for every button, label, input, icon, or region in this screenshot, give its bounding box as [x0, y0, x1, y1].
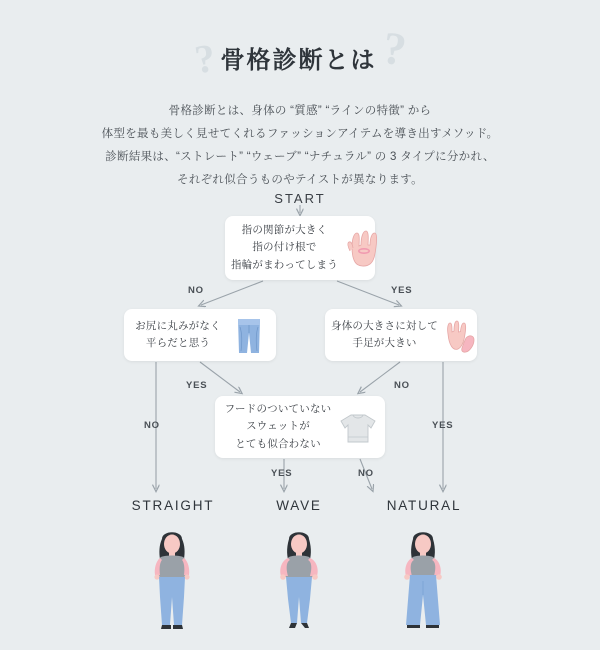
question-node-2-line-2: 平らだと思う	[145, 337, 211, 349]
edge-label-q1-yes: YES	[391, 285, 413, 296]
question-node-3-text	[325, 318, 438, 353]
edge-label-q1-no: NO	[188, 285, 204, 296]
hand-foot-icon	[438, 312, 484, 358]
edge-label-q3-yes: YES	[432, 420, 454, 431]
question-node-3-line-1: 身体の大きさに対して	[331, 319, 438, 332]
question-node-2-text	[124, 318, 226, 353]
question-node-4[interactable]	[215, 396, 385, 458]
question-mark-left-icon: ?	[191, 34, 218, 83]
figure-natural	[383, 525, 463, 635]
question-mark-right-icon: ?	[379, 21, 410, 76]
question-node-4-line-2: スウェットが	[246, 420, 310, 433]
question-node-1-text	[225, 222, 338, 274]
edge-label-q4-yes: YES	[271, 468, 293, 479]
figure-wave	[259, 525, 339, 635]
question-node-2[interactable]	[124, 309, 276, 361]
result-label-natural: NATURAL	[386, 498, 462, 513]
question-node-3-line-2: 手足が大きい	[352, 337, 417, 349]
question-node-1[interactable]	[225, 216, 375, 280]
result-label-wave: WAVE	[276, 498, 322, 513]
question-node-4-line-1: フードのついていない	[224, 403, 332, 416]
lead-line-4: それぞれ似合うものやテイストが異なります。	[177, 174, 423, 186]
question-node-4-line-3: とても似合わない	[235, 437, 321, 450]
hand-ring-icon	[338, 225, 384, 271]
lead-line-2: 体型を最も美しく見せてくれるファッションアイテムを導き出すメソッド。	[101, 128, 499, 140]
edge-label-q2-no: NO	[144, 420, 160, 431]
page-title: 骨格診断とは	[220, 46, 377, 74]
question-node-2-line-1: お尻に丸みがなく	[135, 319, 221, 332]
question-node-1-line-3: 指輪がまわってしまう	[231, 258, 338, 271]
jeans-icon	[226, 312, 272, 358]
lead-line-3: 診断結果は、“ストレート” “ウェーブ” “ナチュラル” の 3 タイプに分かれ、	[105, 151, 495, 163]
question-node-4-text	[215, 401, 335, 453]
question-node-1-line-2: 指の付け根で	[252, 241, 317, 254]
figure-straight	[132, 525, 212, 635]
start-label: START	[274, 191, 326, 206]
edge-label-q3-no: NO	[394, 380, 410, 391]
edge-label-q4-no: NO	[358, 468, 374, 479]
question-node-3[interactable]	[325, 309, 477, 361]
result-label-straight: STRAIGHT	[131, 498, 215, 513]
sweatshirt-icon	[335, 404, 381, 450]
question-node-1-line-1: 指の関節が大きく	[241, 224, 328, 237]
edge-label-q2-yes: YES	[186, 380, 208, 391]
lead-line-1: 骨格診断とは、身体の “質感” “ラインの特徴” から	[168, 105, 432, 117]
